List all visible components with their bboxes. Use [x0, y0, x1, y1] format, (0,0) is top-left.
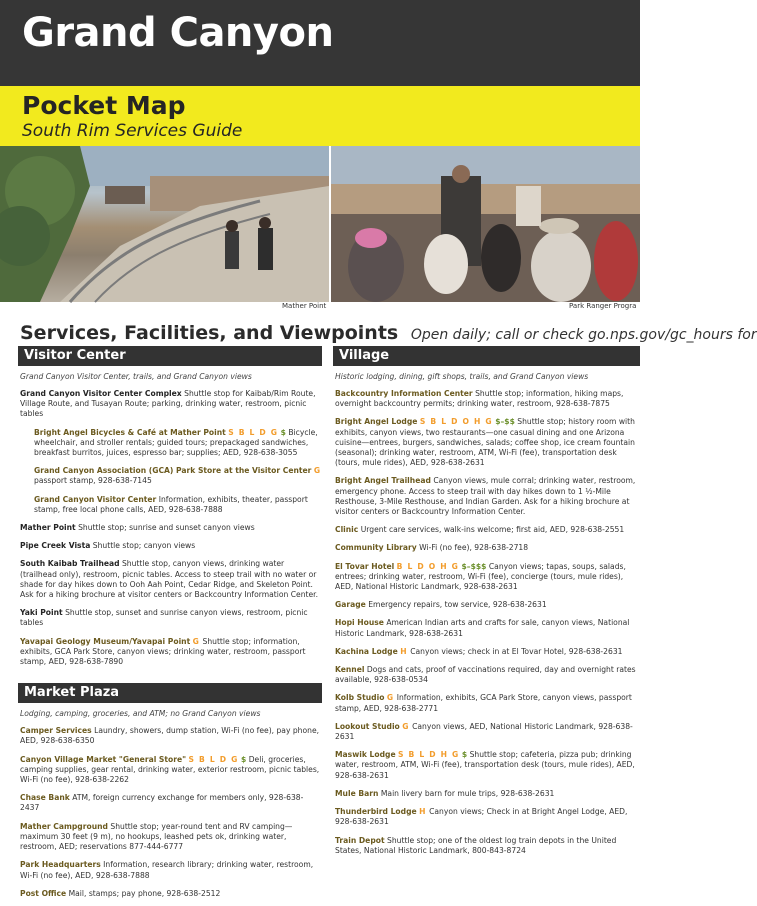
list-item: Bright Angel Bicycles & Café at Mather Point S B L D G $ Bicycle, wheelchair, and stroller rentals; guided tours; prepackaged sandwiches, breakfast burritos, juices, espresso bar; supplies; AED, 928-638-3055: [34, 427, 318, 458]
page-title: Grand Canyon: [22, 10, 334, 56]
list-item: Mather Campground Shuttle stop; year-round tent and RV camping—maximum 30 feet (9 m), no hookups, leashed pets ok, drinking water, restroom, AED; reservations 877-444-6777: [20, 821, 293, 852]
mather-point-photo: [0, 146, 329, 302]
list-item: Thunderbird Lodge H Canyon views; Check in at Bright Angel Lodge, AED, 928-638-2631: [335, 807, 628, 827]
section-heading: [20, 322, 757, 344]
list-item: Grand Canyon Visitor Center Complex Shuttle stop for Kaibab/Rim Route, Village Route, and Tusayan Route; parking, drinking water, restroom, picnic tables: [20, 389, 316, 419]
right-column: [333, 346, 640, 856]
visitor-center-heading: Visitor Center: [18, 346, 322, 366]
list-item: Clinic Urgent care services, walk-ins welcome; first aid, AED, 928-638-2551: [335, 525, 625, 535]
list-item: Yaki Point Shuttle stop, sunset and sunrise canyon views, restroom, picnic tables: [20, 608, 308, 628]
list-item: Pipe Creek Vista Shuttle stop; canyon views: [20, 541, 196, 551]
list-item: Bright Angel Lodge S B L D O H G $–$$ Shuttle stop; history room with exhibits, canyon views, two restaurants—one casual dining and one Arizona cuisine—entrees, burgers, sandwiches, salads; coffee shop, ice cream fountain (seasonal); drinking water, restroom, ATM, Wi-Fi (fee), transportation desk (tours, mule rides), AED, 928-638-2631: [335, 417, 635, 468]
list-item: Hopi House American Indian arts and crafts for sale, canyon views, National Historic Landmark, 928-638-2631: [335, 618, 630, 638]
village-description: Historic lodging, dining, gift shops, trails, and Grand Canyon views: [335, 372, 589, 381]
list-item: Grand Canyon Visitor Center Information, exhibits, theater, passport stamp, free local phone calls, AED, 928-638-7888: [34, 494, 308, 514]
list-item: Camper Services Laundry, showers, dump station, Wi-Fi (no fee), pay phone, AED, 928-638-6350: [20, 726, 320, 746]
visitor-center-description: Grand Canyon Visitor Center, trails, and Grand Canyon views: [20, 372, 252, 381]
list-item: El Tovar Hotel B L D O H G $–$$$ Canyon views; tapas, soups, salads, entrees; drinking water, restroom, Wi-Fi (fee), concierge (tours, mule rides), AED, National Historic Landmark, 928-638-2631: [335, 561, 626, 592]
list-item: Grand Canyon Association (GCA) Park Store at the Visitor Center G passport stamp, 928-638-7145: [34, 466, 322, 486]
section-title: Services, Facilities, and Viewpoints: [20, 322, 399, 344]
list-item: Maswik Lodge S B L D H G $ Shuttle stop; cafeteria, pizza pub; drinking water, restroom, ATM, Wi-Fi (fee), transportation desk (tours, mule rides), AED, 928-638-2631: [335, 750, 635, 780]
list-item: Train Depot Shuttle stop; one of the oldest log train depots in the United States, National Historic Landmark, 800-843-8724: [335, 835, 617, 855]
left-column: [18, 346, 322, 899]
village-heading: Village: [333, 346, 640, 366]
list-item: Mather Point Shuttle stop; sunrise and sunset canyon views: [20, 523, 255, 533]
pocket-map-title: Pocket Map: [22, 91, 186, 120]
list-item: Yavapai Geology Museum/Yavapai Point G Shuttle stop; information, exhibits, GCA Park Store, canyon views; drinking water, restroom, passport stamp, AED, 928-638-7890: [20, 636, 306, 667]
list-item: Kennel Dogs and cats, proof of vaccinations required, day and overnight rates available, 928-638-0534: [335, 665, 636, 685]
list-item: Kachina Lodge H Canyon views; check in at El Tovar Hotel, 928-638-2631: [335, 646, 623, 656]
list-item: Community Library Wi-Fi (no fee), 928-638-2718: [335, 543, 529, 553]
mather-point-illustration: [0, 146, 329, 302]
market-plaza-description: Lodging, camping, groceries, and ATM; no Grand Canyon views: [20, 709, 261, 719]
list-item: Post Office Mail, stamps; pay phone, 928-638-2512: [20, 888, 221, 898]
list-item: Canyon Village Market "General Store" S B L D G $ Deli, groceries, camping supplies, gear rental, drinking water, exterior restroom, picnic tables, Wi-Fi (no fee), 928-638-2262: [20, 754, 320, 785]
list-item: Backcountry Information Center Shuttle stop; information, hiking maps, overnight backcountry permits; drinking water, restroom, 928-638-7875: [335, 389, 624, 409]
ranger-program-illustration: [331, 146, 640, 302]
services-guide-subtitle: South Rim Services Guide: [22, 121, 243, 141]
list-item: Mule Barn Main livery barn for mule trips, 928-638-2631: [335, 788, 555, 798]
list-item: South Kaibab Trailhead Shuttle stop, canyon views, drinking water (trailhead only), restroom, picnic tables. Access to steep trail with no water or shade for day hikes down to Ooh Aah Point, Cedar Ridge, and Skeleton Point. Ask for a hiking brochure at visitor centers or Backcountry Information Center.: [20, 559, 319, 600]
section-subtitle: Open daily; call or check go.nps.gov/gc_hours for: [410, 327, 757, 343]
market-plaza-heading: Market Plaza: [18, 683, 322, 703]
ranger-program-caption: Park Ranger Progra: [569, 302, 637, 310]
list-item: Kolb Studio G Information, exhibits, GCA Park Store, canyon views, passport stamp, AED, 928-638-2771: [335, 693, 632, 713]
list-item: Chase Bank ATM, foreign currency exchange for members only, 928-638-2437: [20, 793, 304, 813]
list-item: Lookout Studio G Canyon views, AED, National Historic Landmark, 928-638-2631: [335, 721, 633, 742]
park-ranger-program-photo: [331, 146, 640, 302]
list-item: Bright Angel Trailhead Canyon views, mule corral; drinking water, restroom, emergency phone. Access to steep trail with day hikes down to 1 ½-Mile Resthouse, 3-Mile Resthouse, and Indian Garden. Ask for a hiking brochure at visitor centers or Backcountry Information Center.: [335, 476, 636, 517]
list-item: Garage Emergency repairs, tow service, 928-638-2631: [335, 600, 547, 610]
list-item: Park Headquarters Information, research library; drinking water, restroom, Wi-Fi (no fee), AED, 928-638-7888: [20, 860, 314, 880]
mather-point-caption: Mather Point: [282, 302, 327, 310]
